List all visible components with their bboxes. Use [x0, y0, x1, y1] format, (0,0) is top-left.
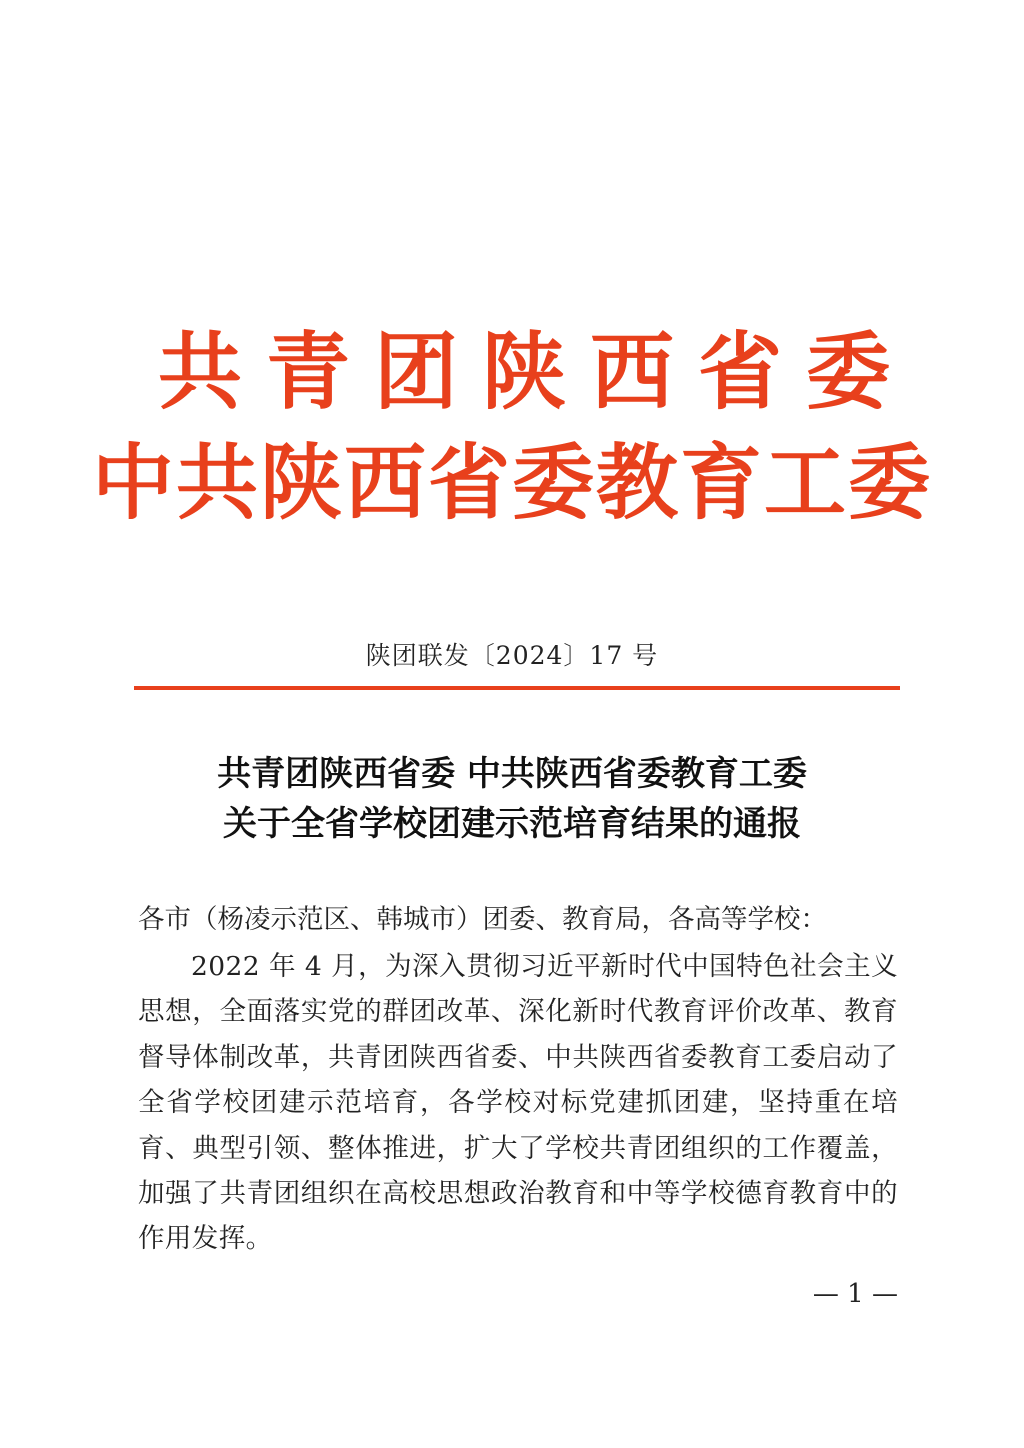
document-number: 陕团联发〔2024〕17 号 [365, 641, 659, 670]
page-number: — 1 — [812, 1279, 898, 1309]
salutation: 各市（杨凌示范区、韩城市）团委、教育局，各高等学校： [138, 904, 827, 935]
document-title-line-2: 关于全省学校团建示范培育结果的通报 [223, 804, 801, 844]
body-paragraph: 2022 年 4 月，为深入贯彻习近平新时代中国特色社会主义思想，全面落实党的群团改革、深化新时代教育评价改革、教育督导体制改革，共青团陕西省委、中共陕西省委教育工委启动了全省学校团建示范培育，各学校对标党建抓团建，坚持重在培育、典型引领、整体推进，扩大了学校共青团组织的工作覆盖，加强了共青团组织在高校思想政治教育和中等学校德育教育中的作用发挥。 [138, 951, 898, 1255]
issuing-organization-line-2: 中共陕西省委教育工委 [91, 436, 932, 531]
issuing-organization-line-1: 共青团陕西省委 [157, 323, 914, 421]
document-title-line-1: 共青团陕西省委 中共陕西省委教育工委 [217, 754, 807, 794]
red-divider-rule [134, 686, 900, 690]
